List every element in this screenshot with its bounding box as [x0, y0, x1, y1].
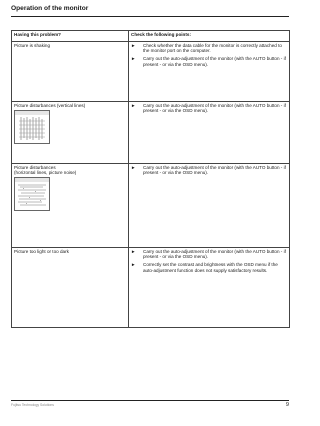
check-points-cell: [129, 102, 290, 164]
page-number: 9: [285, 402, 289, 408]
problem-cell: [12, 164, 129, 248]
check-points-cell: [129, 164, 290, 248]
list-item: [131, 103, 287, 113]
footer-divider: [11, 400, 289, 401]
footer-small-text: Fujitsu Technology Solutions: [11, 403, 54, 407]
page-title: Operation of the monitor: [11, 5, 89, 12]
list-item: [131, 43, 287, 53]
bullet-arrow-icon: ►: [131, 43, 136, 48]
list-item: [131, 249, 287, 259]
title-divider: [11, 16, 289, 17]
column-header-check: Check the following points:: [129, 31, 290, 42]
check-points-list: [131, 165, 287, 175]
problem-cell: [12, 248, 129, 328]
check-point-text: Carry out the auto-adjustment of the monitor (with the AUTO button - if present - or via the OSD menu).: [143, 56, 286, 67]
table-row: [12, 164, 290, 248]
table-row: [12, 102, 290, 164]
list-item: [131, 262, 287, 272]
table-row: [12, 42, 290, 102]
check-point-text: Check whether the data cable for the monitor is correctly attached to the monitor port on the computer.: [143, 43, 282, 54]
bullet-arrow-icon: ►: [131, 262, 136, 268]
bullet-arrow-icon: ►: [131, 249, 136, 254]
horizontal-lines-image: [14, 177, 50, 211]
check-point-text: Carry out the auto-adjustment of the monitor (with the AUTO button - if present - or via the OSD menu).: [143, 165, 286, 176]
problem-label: Picture disturbances: [14, 165, 56, 170]
problem-cell: [12, 102, 129, 164]
troubleshooting-table: [11, 30, 290, 328]
problem-cell: [12, 42, 129, 102]
check-points-list: [131, 249, 287, 273]
bullet-arrow-icon: ►: [131, 165, 136, 170]
table-row: [12, 248, 290, 328]
bullet-arrow-icon: ►: [131, 103, 136, 108]
check-points-list: [131, 103, 287, 113]
vertical-lines-image: [14, 110, 50, 144]
problem-label: Picture is shaking: [14, 43, 51, 48]
column-header-problem: Having this problem?: [12, 31, 129, 42]
problem-label: Picture too light or too dark: [14, 249, 69, 254]
bullet-arrow-icon: ►: [131, 56, 136, 62]
check-points-list: [131, 43, 287, 67]
check-points-cell: [129, 42, 290, 102]
problem-sublabel: (horizontal lines, picture noise): [14, 170, 77, 176]
check-point-text: Carry out the auto-adjustment of the monitor (with the AUTO button - if present - or via the OSD menu).: [143, 103, 286, 114]
check-points-cell: [129, 248, 290, 328]
problem-label: Picture disturbances (vertical lines): [14, 103, 86, 108]
check-point-text: Carry out the auto-adjustment of the monitor (with the AUTO button - if present - or via the OSD menu).: [143, 249, 286, 260]
list-item: [131, 56, 287, 66]
table-header-row: [12, 31, 290, 42]
check-point-text: Correctly set the contrast and brightness with the OSD menu if the auto-adjustment function does not supply satisfactory results.: [143, 262, 278, 273]
list-item: [131, 165, 287, 175]
